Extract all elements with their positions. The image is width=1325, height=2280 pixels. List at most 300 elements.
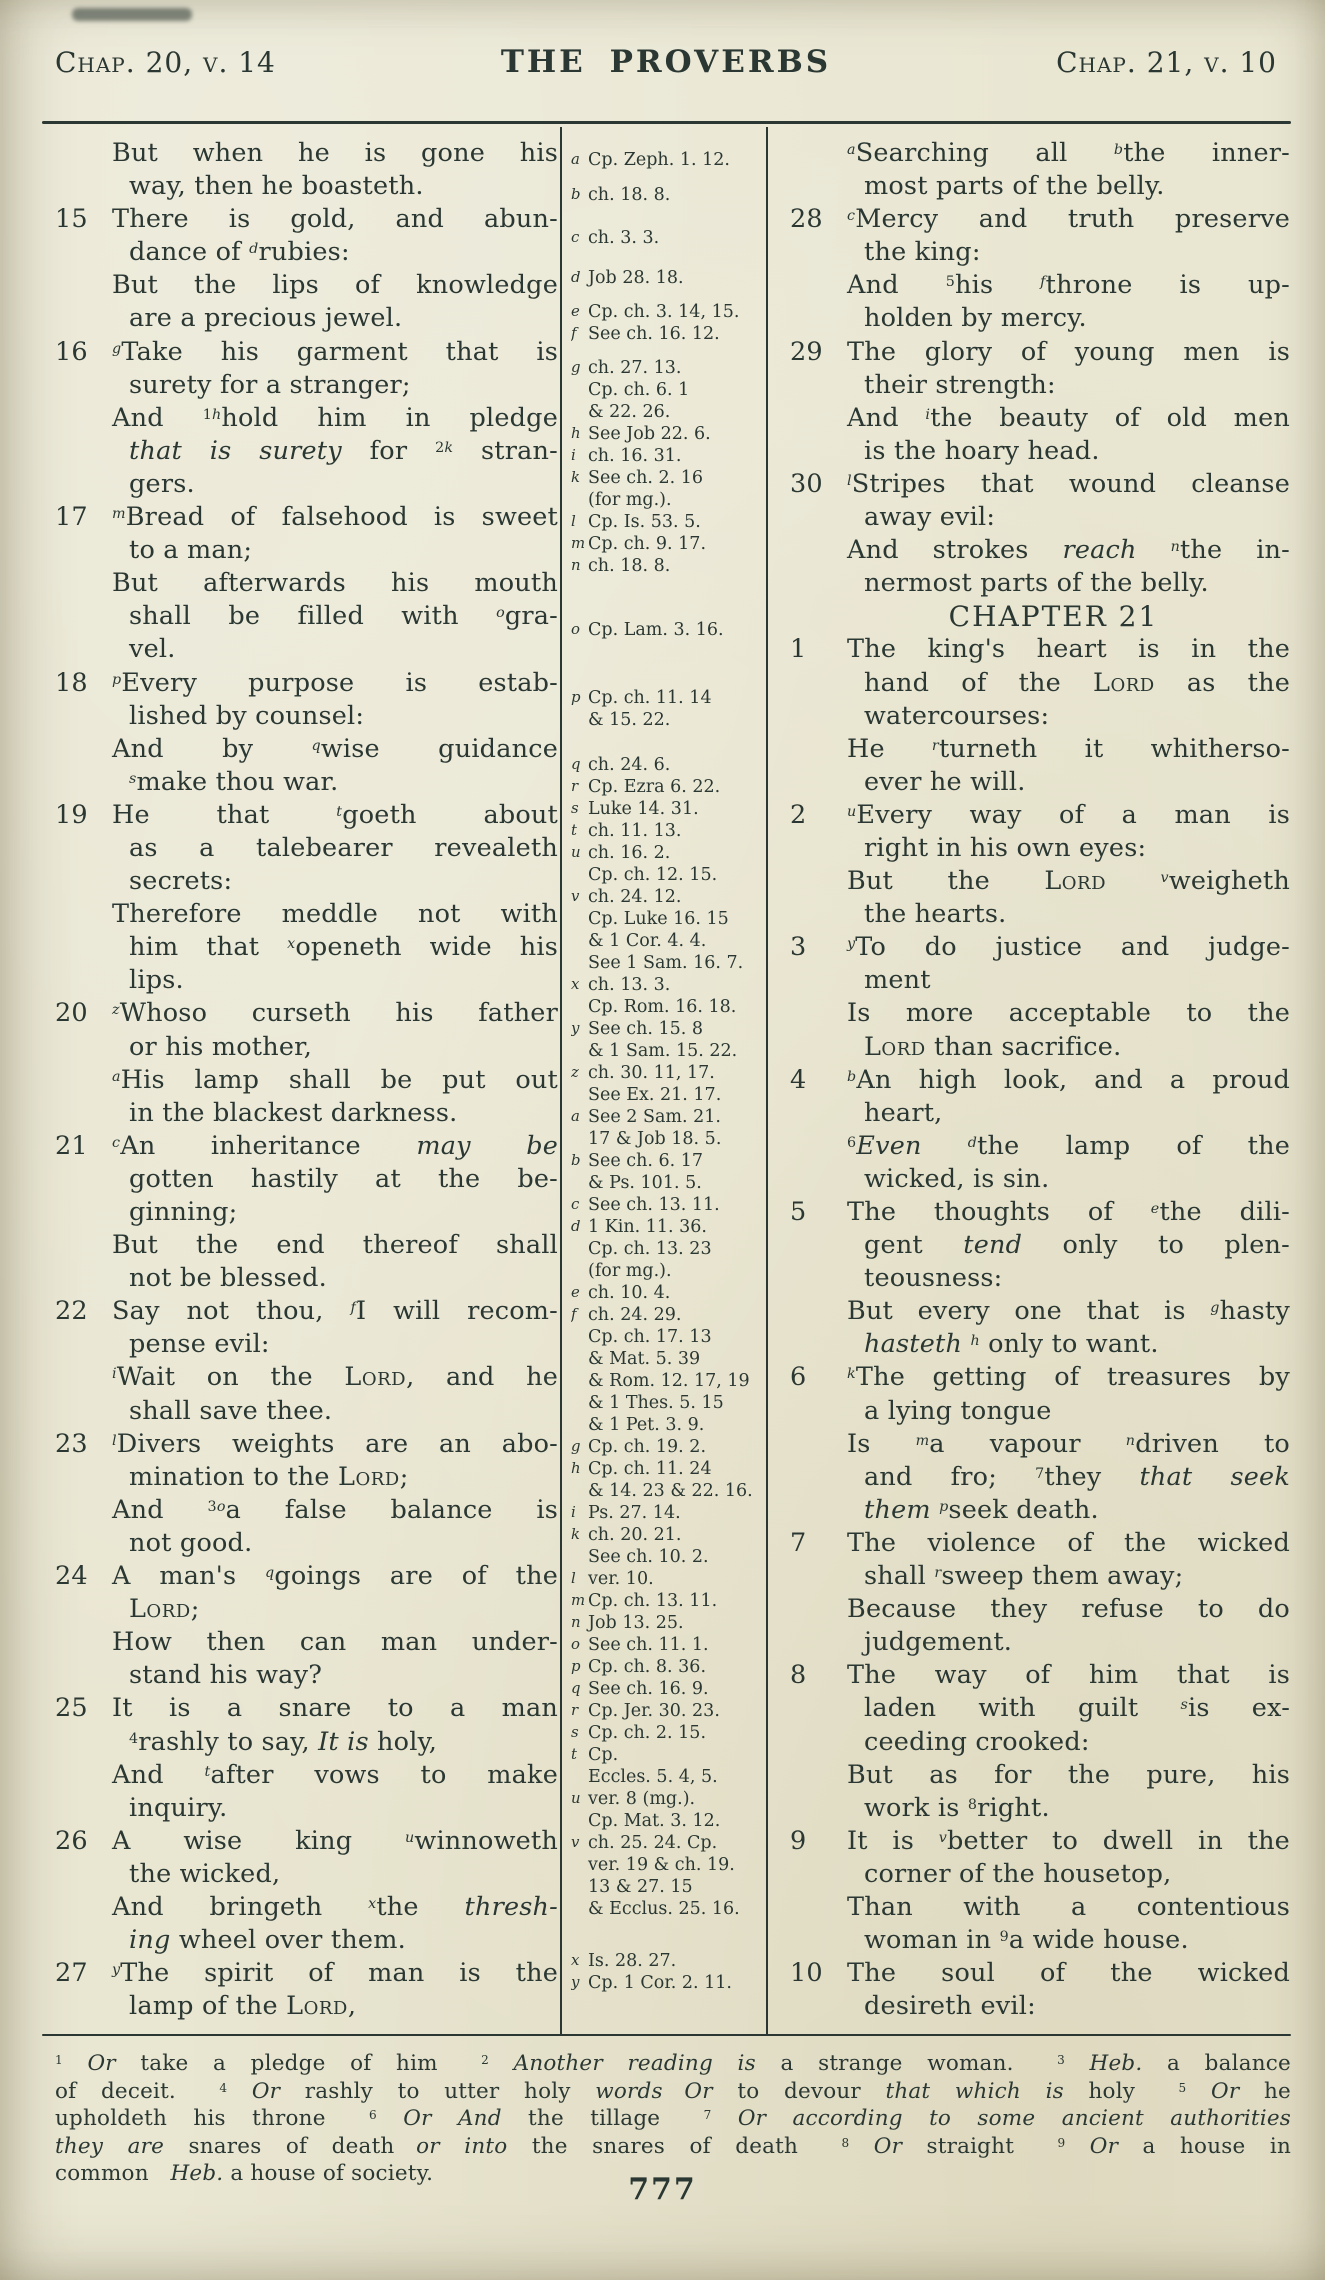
verse-text: It is $^v$better to dwell in the xyxy=(847,1825,1290,1856)
verse-text: desireth evil: xyxy=(864,1991,1036,2022)
verse-text: He $^r$turneth it whitherso- xyxy=(847,733,1290,764)
reference-letter: a xyxy=(571,150,580,168)
reference-text: ch. 11. 13. xyxy=(588,821,682,841)
verse-text: $^g$Take his garment that is xyxy=(112,336,558,367)
cross-reference xyxy=(571,149,759,171)
verse-line xyxy=(42,1196,558,1229)
column-rule-right xyxy=(766,127,768,2034)
cross-reference xyxy=(571,423,759,445)
verse-text: But as for the pure, his xyxy=(847,1759,1290,1790)
reference-text: Cp. Eccles. 5. 4, 5. xyxy=(588,1745,718,1787)
verse-text: inquiry. xyxy=(129,1792,228,1823)
verse-line xyxy=(777,1924,1290,1957)
cross-reference xyxy=(571,1950,759,1972)
chapter-heading: CHAPTER 21 xyxy=(948,600,1159,634)
verse-number: 19 xyxy=(55,799,88,830)
verse-text: But every one that is $^g$hasty xyxy=(847,1296,1290,1327)
cross-reference xyxy=(571,1788,759,1832)
verse-line xyxy=(777,1328,1290,1361)
verse-text: And bringeth $^x$the thresh- xyxy=(112,1891,558,1922)
verse-text: $^a$His lamp shall be put out xyxy=(112,1064,558,1095)
verse-line xyxy=(777,1130,1290,1163)
reference-letter: i xyxy=(571,1503,576,1521)
verse-text: There is gold, and abun- xyxy=(112,204,558,235)
reference-letter: d xyxy=(571,1217,581,1235)
cross-reference xyxy=(571,1568,759,1590)
verse-line xyxy=(42,203,558,236)
reference-text: See ch. 16. 12. xyxy=(588,324,720,344)
reference-letter: c xyxy=(571,228,580,246)
reference-text: Cp. ch. 11. 14 & 15. 22. xyxy=(588,688,712,730)
verse-text: The violence of the wicked xyxy=(847,1527,1290,1558)
verse-text: work is $^8$right. xyxy=(864,1792,1050,1823)
cross-reference xyxy=(571,1194,759,1216)
reference-letter: q xyxy=(571,755,581,773)
verse-line xyxy=(777,964,1290,997)
verse-line xyxy=(42,1990,558,2023)
footnote-rule xyxy=(42,2034,1291,2036)
verse-line xyxy=(42,997,558,1030)
reference-letter: v xyxy=(571,1833,580,1851)
verse-text: is the hoary head. xyxy=(864,435,1100,466)
reference-letter: m xyxy=(571,1591,586,1609)
reference-letter: g xyxy=(571,358,581,376)
reference-letter: e xyxy=(571,302,580,320)
verse-line xyxy=(42,1527,558,1560)
verse-line xyxy=(42,302,558,335)
cross-reference xyxy=(571,1524,759,1568)
reference-letter: y xyxy=(571,1019,580,1037)
verse-text: ceeding crooked: xyxy=(864,1726,1090,1757)
verse-line xyxy=(777,269,1290,302)
verse-number: 2 xyxy=(790,799,807,830)
verse-line xyxy=(777,1262,1290,1295)
verse-line xyxy=(42,1692,558,1725)
verse-text: Lord; xyxy=(129,1594,200,1625)
reference-text: Cp. Ezra 6. 22. xyxy=(588,777,721,797)
verse-text: that is surety for $^{2k}$ stran- xyxy=(129,435,558,466)
cross-reference xyxy=(571,842,759,886)
reference-text: Cp. ch. 13. 11. xyxy=(588,1591,718,1611)
footnote-line: of deceit. $^4$ Or rashly to utter holy words Or to devour that which is holy $^5$ Or he xyxy=(55,2078,1291,2104)
reference-letter: k xyxy=(571,468,581,486)
reference-text: ch. 25. 24. Cp. ver. 19 & ch. 19. 13 & 27. 15 & Ecclus. 25. 16. xyxy=(588,1833,740,1919)
verse-line xyxy=(42,733,558,766)
verse-text: their strength: xyxy=(864,369,1056,400)
verse-text: The king's heart is in the xyxy=(847,634,1290,665)
verse-line xyxy=(777,1428,1290,1461)
verse-line xyxy=(42,269,558,302)
verse-number: 10 xyxy=(790,1958,823,1989)
verse-text: But the end thereof shall xyxy=(112,1230,558,1261)
reference-text: See ch. 16. 9. xyxy=(588,1679,709,1699)
verse-line xyxy=(42,832,558,865)
verse-text: A wise king $^u$winnoweth xyxy=(112,1825,558,1856)
reference-letter: f xyxy=(571,1305,577,1323)
verse-number: 4 xyxy=(790,1064,807,1095)
verse-number: 30 xyxy=(790,468,823,499)
verse-text: $^l$Stripes that wound cleanse xyxy=(847,468,1290,499)
verse-line xyxy=(42,667,558,700)
verse-line xyxy=(777,1295,1290,1328)
reference-text: ch. 24. 12. Cp. Luke 16. 15 & 1 Cor. 4. 4. See 1 Sam. 16. 7. xyxy=(588,887,744,973)
verse-line xyxy=(777,1461,1290,1494)
verse-text: away evil: xyxy=(864,502,996,533)
verse-line xyxy=(777,799,1290,832)
reference-letter: i xyxy=(571,446,576,464)
verse-text: $^k$The getting of treasures by xyxy=(847,1362,1290,1393)
verse-line xyxy=(42,1229,558,1262)
verse-text: The way of him that is xyxy=(847,1660,1290,1691)
verse-line xyxy=(777,1990,1290,2023)
cross-reference xyxy=(571,974,759,1018)
verse-line xyxy=(777,468,1290,501)
verse-number: 23 xyxy=(55,1428,88,1459)
cross-reference xyxy=(571,1018,759,1062)
reference-text: Cp. 1 Cor. 2. 11. xyxy=(588,1973,732,1993)
cross-reference xyxy=(571,1590,759,1612)
verse-text: How then can man under- xyxy=(112,1627,558,1658)
verse-text: $^y$The spirit of man is the xyxy=(112,1958,558,1989)
verse-text: gent tend only to plen- xyxy=(864,1230,1290,1261)
verse-text: teousness: xyxy=(864,1263,1003,1294)
reference-text: ch. 10. 4. xyxy=(588,1283,671,1303)
cross-reference-column xyxy=(571,149,759,2029)
reference-text: ch. 18. 8. xyxy=(588,556,671,576)
reference-text: ch. 16. 31. xyxy=(588,446,682,466)
cross-reference xyxy=(571,1832,759,1920)
reference-letter: b xyxy=(571,185,581,203)
verse-line xyxy=(42,336,558,369)
verse-text: nermost parts of the belly. xyxy=(864,568,1209,599)
reference-text: See ch. 6. 17 & Ps. 101. 5. xyxy=(588,1151,703,1193)
verse-line xyxy=(777,137,1290,170)
verse-line xyxy=(777,501,1290,534)
verse-column-right xyxy=(777,137,1290,2023)
verse-line xyxy=(42,633,558,666)
reference-text: Cp. ch. 11. 24 & 14. 23 & 22. 16. xyxy=(588,1459,753,1501)
reference-text: Is. 28. 27. xyxy=(588,1951,677,1971)
reference-letter: v xyxy=(571,887,580,905)
verse-line xyxy=(777,1361,1290,1394)
verse-text: not be blessed. xyxy=(129,1263,327,1294)
verse-text: Is $^m$a vapour $^n$driven to xyxy=(847,1428,1290,1459)
verse-line xyxy=(42,1726,558,1759)
reference-letter: m xyxy=(571,534,586,552)
verse-text: $^i$Wait on the Lord, and he xyxy=(112,1362,558,1393)
verse-text: him that $^x$openeth wide his xyxy=(129,932,558,963)
cross-reference xyxy=(571,267,759,289)
verse-line xyxy=(777,302,1290,335)
cross-reference xyxy=(571,1744,759,1788)
verse-text: laden with guilt $^s$is ex- xyxy=(864,1693,1291,1724)
reference-text: Cp. ch. 19. 2. xyxy=(588,1437,707,1457)
verse-line xyxy=(42,1759,558,1792)
reference-letter: s xyxy=(571,1723,579,1741)
footnote-line: common Heb. a house of society. xyxy=(55,2161,434,2186)
verse-line xyxy=(42,1858,558,1891)
verse-text: But the Lord $^v$weigheth xyxy=(847,866,1290,897)
verse-text: The thoughts of $^e$the dili- xyxy=(847,1197,1291,1227)
reference-letter: x xyxy=(571,975,580,993)
verse-text: to a man; xyxy=(129,535,253,566)
reference-text: Cp. Is. 53. 5. xyxy=(588,512,701,532)
verse-text: most parts of the belly. xyxy=(864,171,1165,202)
verse-text: Say not thou, $^f$I will recom- xyxy=(112,1296,558,1327)
verse-line xyxy=(777,700,1290,733)
cross-reference xyxy=(571,1972,759,1994)
verse-text: the wicked, xyxy=(129,1858,281,1889)
verse-line xyxy=(777,1759,1290,1792)
verse-line xyxy=(777,170,1290,203)
cross-reference xyxy=(571,687,759,731)
verse-line xyxy=(42,964,558,997)
verse-line xyxy=(777,1626,1290,1659)
verse-line xyxy=(42,1792,558,1825)
cross-reference xyxy=(571,619,759,641)
verse-number: 29 xyxy=(790,336,823,367)
verse-line xyxy=(777,865,1290,898)
verse-line xyxy=(42,1395,558,1428)
reference-letter: q xyxy=(571,1679,581,1697)
verse-text: Than with a contentious xyxy=(847,1891,1290,1922)
verse-number: 16 xyxy=(55,336,88,367)
cross-reference xyxy=(571,445,759,467)
reference-letter: n xyxy=(571,556,581,574)
reference-letter: e xyxy=(571,1283,580,1301)
verse-text: surety for a stranger; xyxy=(129,369,411,400)
reference-text: See ch. 11. 1. xyxy=(588,1635,709,1655)
verse-line xyxy=(42,600,558,633)
reference-letter: a xyxy=(571,1107,580,1125)
verse-text: mination to the Lord; xyxy=(129,1461,409,1492)
verse-number: 27 xyxy=(55,1958,88,1989)
cross-reference xyxy=(571,323,759,345)
cross-reference xyxy=(571,1502,759,1524)
verse-line xyxy=(777,633,1290,666)
reference-letter: l xyxy=(571,512,576,530)
cross-reference xyxy=(571,754,759,776)
verse-text: ginning; xyxy=(129,1197,238,1227)
verse-number: 20 xyxy=(55,998,88,1029)
cross-reference xyxy=(571,1656,759,1678)
verse-line xyxy=(42,1957,558,1990)
verse-text: And $^5$his $^f$throne is up- xyxy=(847,270,1290,301)
verse-text: secrets: xyxy=(129,866,233,897)
verse-text: And $^{1h}$hold him in pledge xyxy=(112,402,558,433)
reference-text: ch. 18. 8. xyxy=(588,185,671,205)
verse-number: 25 xyxy=(55,1693,88,1724)
verse-line xyxy=(42,700,558,733)
verse-line xyxy=(777,1957,1290,1990)
footnote-line: upholdeth his throne $^6$ Or And the tillage $^7$ Or according to some ancient authorities xyxy=(55,2106,1291,2131)
verse-line xyxy=(777,1560,1290,1593)
reference-letter: o xyxy=(571,1635,580,1653)
verse-line xyxy=(42,1593,558,1626)
verse-line xyxy=(777,236,1290,269)
cross-reference xyxy=(571,227,759,249)
verse-text: And $^{3o}$a false balance is xyxy=(112,1494,558,1525)
verse-line xyxy=(777,766,1290,799)
running-header xyxy=(55,44,1277,80)
verse-line xyxy=(42,898,558,931)
reference-text: Cp. Lam. 3. 16. xyxy=(588,620,724,640)
verse-line xyxy=(777,1659,1290,1692)
verse-number: 6 xyxy=(790,1362,807,1393)
verse-text: lamp of the Lord, xyxy=(129,1991,357,2022)
reference-letter: p xyxy=(571,688,581,706)
verse-line xyxy=(777,1494,1290,1527)
reference-text: ch. 24. 6. xyxy=(588,755,671,775)
verse-line xyxy=(42,435,558,468)
reference-letter: b xyxy=(571,1151,581,1169)
verse-line xyxy=(42,1924,558,1957)
verse-text: a lying tongue xyxy=(864,1395,1052,1426)
cross-reference xyxy=(571,886,759,974)
verse-line xyxy=(777,733,1290,766)
verse-line xyxy=(42,1659,558,1692)
reference-letter: t xyxy=(571,821,577,839)
verse-text: $^b$An high look, and a proud xyxy=(847,1064,1290,1095)
verse-text: The glory of young men is xyxy=(847,336,1290,367)
verse-text: $^u$Every way of a man is xyxy=(847,799,1290,830)
cross-reference xyxy=(571,1700,759,1722)
verse-text: $^m$Bread of falsehood is sweet xyxy=(112,502,558,533)
reference-text: ch. 30. 11, 17. See Ex. 21. 17. xyxy=(588,1063,722,1105)
verse-line xyxy=(42,799,558,832)
reference-text: Luke 14. 31. xyxy=(588,799,699,819)
reference-letter: u xyxy=(571,1789,581,1807)
verse-number: 22 xyxy=(55,1296,88,1327)
verse-line xyxy=(42,1130,558,1163)
verse-line xyxy=(42,1361,558,1394)
verse-text: $^y$To do justice and judge- xyxy=(847,932,1290,963)
verse-line xyxy=(42,766,558,799)
cross-reference xyxy=(571,1634,759,1656)
reference-letter: r xyxy=(571,1701,579,1719)
verse-text: $^4$rashly to say, It is holy, xyxy=(129,1726,438,1757)
verse-text: It is a snare to a man xyxy=(112,1693,558,1724)
verse-text: pense evil: xyxy=(129,1329,270,1360)
cross-reference xyxy=(571,1722,759,1744)
reference-letter: l xyxy=(571,1569,576,1587)
verse-line xyxy=(777,1196,1290,1229)
cross-reference xyxy=(571,1062,759,1106)
reference-letter: h xyxy=(571,1459,581,1477)
verse-text: $^c$An inheritance may be xyxy=(112,1130,559,1161)
cross-reference xyxy=(571,798,759,820)
verse-line xyxy=(42,931,558,964)
verse-text: Because they refuse to do xyxy=(847,1594,1290,1625)
reference-letter: o xyxy=(571,620,580,638)
verse-line xyxy=(42,170,558,203)
reference-letter: t xyxy=(571,1745,577,1763)
verse-text: and fro; $^7$they that seek xyxy=(864,1461,1290,1492)
cross-reference xyxy=(571,1458,759,1502)
verse-text: $^c$Mercy and truth preserve xyxy=(847,204,1290,235)
reference-text: Cp. ch. 2. 15. xyxy=(588,1723,707,1743)
verse-line xyxy=(777,898,1290,931)
verse-line xyxy=(42,1295,558,1328)
cross-reference xyxy=(571,1150,759,1194)
verse-text: watercourses: xyxy=(864,700,1050,731)
verse-text: But the lips of knowledge xyxy=(112,270,558,301)
verse-line xyxy=(777,931,1290,964)
cross-reference xyxy=(571,1678,759,1700)
verse-line xyxy=(42,534,558,567)
verse-line xyxy=(777,1064,1290,1097)
verse-text: And strokes reach $^n$the in- xyxy=(847,535,1291,566)
verse-text: not good. xyxy=(129,1527,253,1558)
verse-line xyxy=(777,1692,1290,1725)
page-number: 777 xyxy=(628,2172,697,2207)
verse-line xyxy=(777,1825,1290,1858)
verse-line xyxy=(42,1494,558,1527)
reference-text: ch. 24. 29. Cp. ch. 17. 13 & Mat. 5. 39 & Rom. 12. 17, 19 & 1 Thes. 5. 15 & 1 Pet. 3. 9. xyxy=(588,1305,750,1435)
verse-text: shall be filled with $^o$gra- xyxy=(129,601,558,632)
cross-reference xyxy=(571,511,759,533)
verse-text: corner of the housetop, xyxy=(864,1858,1172,1889)
verse-line xyxy=(42,1825,558,1858)
verse-line xyxy=(42,1163,558,1196)
verse-text: Is more acceptable to the xyxy=(847,998,1290,1029)
verse-line xyxy=(42,1891,558,1924)
reference-text: ver. 8 (mg.). Cp. Mat. 3. 12. xyxy=(588,1789,721,1831)
verse-line xyxy=(777,1163,1290,1196)
reference-letter: f xyxy=(571,324,577,342)
verse-number: 24 xyxy=(55,1561,88,1592)
verse-text: And by $^q$wise guidance xyxy=(112,733,558,764)
reference-text: See Job 22. 6. xyxy=(588,424,711,444)
verse-line xyxy=(42,1560,558,1593)
running-head-right: Chap. 21, v. 10 xyxy=(1056,46,1277,79)
cross-reference xyxy=(571,1282,759,1304)
reference-letter: h xyxy=(571,424,581,442)
verse-line xyxy=(42,1064,558,1097)
reference-text: Cp. ch. 3. 14, 15. xyxy=(588,302,740,322)
verse-text: ing wheel over them. xyxy=(129,1925,406,1956)
cross-reference xyxy=(571,184,759,206)
reference-letter: d xyxy=(571,268,581,286)
verse-text: way, then he boasteth. xyxy=(129,171,424,202)
cross-reference xyxy=(571,555,759,577)
verse-text: And $^t$after vows to make xyxy=(112,1759,558,1790)
verse-text: And $^i$the beauty of old men xyxy=(847,402,1290,433)
verse-text: gotten hastily at the be- xyxy=(129,1163,558,1194)
verse-text: $^p$Every purpose is estab- xyxy=(112,667,558,698)
cross-reference xyxy=(571,467,759,511)
reference-text: ch. 20. 21. See ch. 10. 2. xyxy=(588,1525,709,1567)
verse-text: or his mother, xyxy=(129,1031,313,1062)
reference-text: See ch. 2. 16 (for mg.). xyxy=(588,468,703,510)
verse-line xyxy=(777,1593,1290,1626)
reference-letter: u xyxy=(571,843,581,861)
reference-letter: r xyxy=(571,777,579,795)
verse-line xyxy=(42,468,558,501)
cross-reference xyxy=(571,1304,759,1436)
running-head-left: Chap. 20, v. 14 xyxy=(55,46,276,79)
verse-number: 5 xyxy=(790,1197,807,1227)
reference-text: Cp. Jer. 30. 23. xyxy=(588,1701,720,1721)
verse-text: vel. xyxy=(129,634,176,665)
verse-line xyxy=(777,1891,1290,1924)
reference-letter: z xyxy=(571,1063,579,1081)
reference-text: Cp. ch. 9. 17. xyxy=(588,534,707,554)
verse-text: hasteth $^h$ only to want. xyxy=(864,1329,1159,1360)
verse-line xyxy=(777,567,1290,600)
footnote-line: they are snares of death or into the snares of death $^8$ Or straight $^9$ Or a house in xyxy=(55,2133,1291,2159)
verse-number: 28 xyxy=(790,204,823,235)
